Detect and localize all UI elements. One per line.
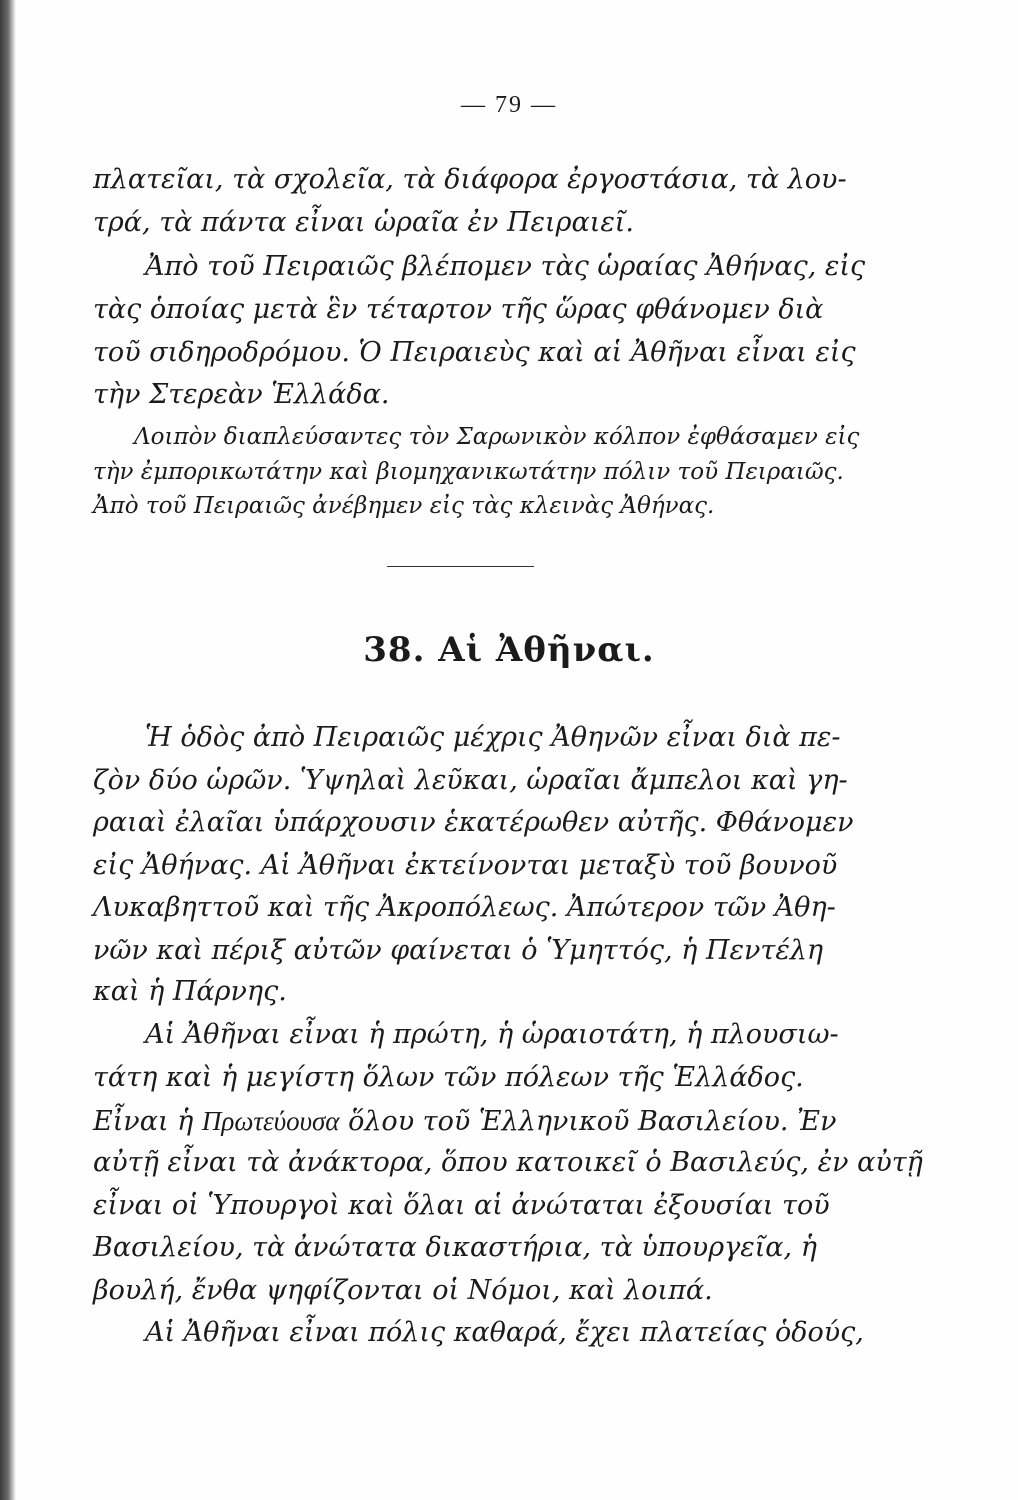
text-line: Λυκαβηττοῦ καὶ τῆς Ἀκροπόλεως. Ἀπώτερον τῶν Ἀθη- — [93, 892, 836, 923]
text-line: τάτη καὶ ἡ μεγίστη ὅλων τῶν πόλεων τῆς Ἑλλάδος. — [93, 1062, 804, 1093]
scan-binding-edge — [0, 0, 16, 1500]
text-line: ζὸν δύο ὡρῶν. Ὑψηλαὶ λεῦκαι, ὡραῖαι ἄμπελοι καὶ γη- — [93, 765, 848, 796]
text-line: νῶν καὶ πέριξ αὐτῶν φαίνεται ὁ Ὑμηττός, ἡ Πεντέλη — [93, 935, 824, 966]
text-line: πλατεῖαι, τὰ σχολεῖα, τὰ διάφορα ἐργοστάσια, τὰ λου- — [93, 164, 847, 195]
page-number: — 79 — — [461, 92, 557, 118]
text-line: καὶ ἡ Πάρνης. — [93, 976, 287, 1007]
text-line: αὐτῇ εἶναι τὰ ἀνάκτορα, ὅπου κατοικεῖ ὁ Βασιλεύς, ἐν αὐτῇ — [93, 1147, 923, 1178]
text-line: τὴν Στερεὰν Ἑλλάδα. — [93, 379, 390, 410]
text-line: εἶναι οἱ Ὑπουργοὶ καὶ ὅλαι αἱ ἀνώταται ἐξουσίαι τοῦ — [93, 1190, 830, 1221]
text-line: τοῦ σιδηροδρόμου. Ὁ Πειραιεὺς καὶ αἱ Ἀθῆναι εἶναι εἰς — [93, 337, 856, 368]
text-line: τὴν ἐμπορικωτάτην καὶ βιομηχανικωτάτην πόλιν τοῦ Πειραιῶς. — [93, 459, 844, 485]
text-line: τὰς ὁποίας μετὰ ἓν τέταρτον τῆς ὥρας φθάνομεν διὰ — [93, 294, 824, 325]
text-segment: Εἶναι ἡ — [93, 1106, 202, 1137]
section-heading: 38. Αἱ Ἀθῆναι. — [363, 630, 655, 670]
emphasized-word: Πρωτεύουσα — [201, 1106, 340, 1136]
text-segment: ὅλου τοῦ Ἑλληνικοῦ Βασιλείου. Ἐν — [339, 1106, 837, 1137]
text-line: ραιαὶ ἐλαῖαι ὑπάρχουσιν ἑκατέρωθεν αὐτῆς. Φθάνομεν — [93, 807, 854, 838]
text-line: Λοιπὸν διαπλεύσαντες τὸν Σαρωνικὸν κόλπον ἐφθάσαμεν εἰς — [134, 424, 860, 450]
text-line — [93, 1104, 837, 1139]
text-line: τρά, τὰ πάντα εἶναι ὡραῖα ἐν Πειραιεῖ. — [93, 207, 634, 238]
text-line: Ἀπὸ τοῦ Πειραιῶς ἀνέβημεν εἰς τὰς κλεινὰς Ἀθήνας. — [93, 493, 715, 519]
text-line: βουλή, ἔνθα ψηφίζονται οἱ Νόμοι, καὶ λοιπά. — [93, 1275, 713, 1306]
text-line: εἰς Ἀθήνας. Αἱ Ἀθῆναι ἐκτείνονται μεταξὺ τοῦ βουνοῦ — [93, 850, 838, 881]
text-line: Ἀπὸ τοῦ Πειραιῶς βλέπομεν τὰς ὡραίας Ἀθήνας, εἰς — [145, 251, 866, 282]
text-line: Βασιλείου, τὰ ἀνώτατα δικαστήρια, τὰ ὑπουργεῖα, ἡ — [93, 1232, 817, 1263]
section-divider — [387, 566, 534, 567]
text-line: Αἱ Ἀθῆναι εἶναι πόλις καθαρά, ἔχει πλατείας ὁδούς, — [145, 1317, 864, 1348]
text-line: Αἱ Ἀθῆναι εἶναι ἡ πρώτη, ἡ ὡραιοτάτη, ἡ πλουσιω- — [145, 1019, 839, 1050]
text-line: Ἡ ὁδὸς ἀπὸ Πειραιῶς μέχρις Ἀθηνῶν εἶναι διὰ πε- — [145, 722, 841, 753]
